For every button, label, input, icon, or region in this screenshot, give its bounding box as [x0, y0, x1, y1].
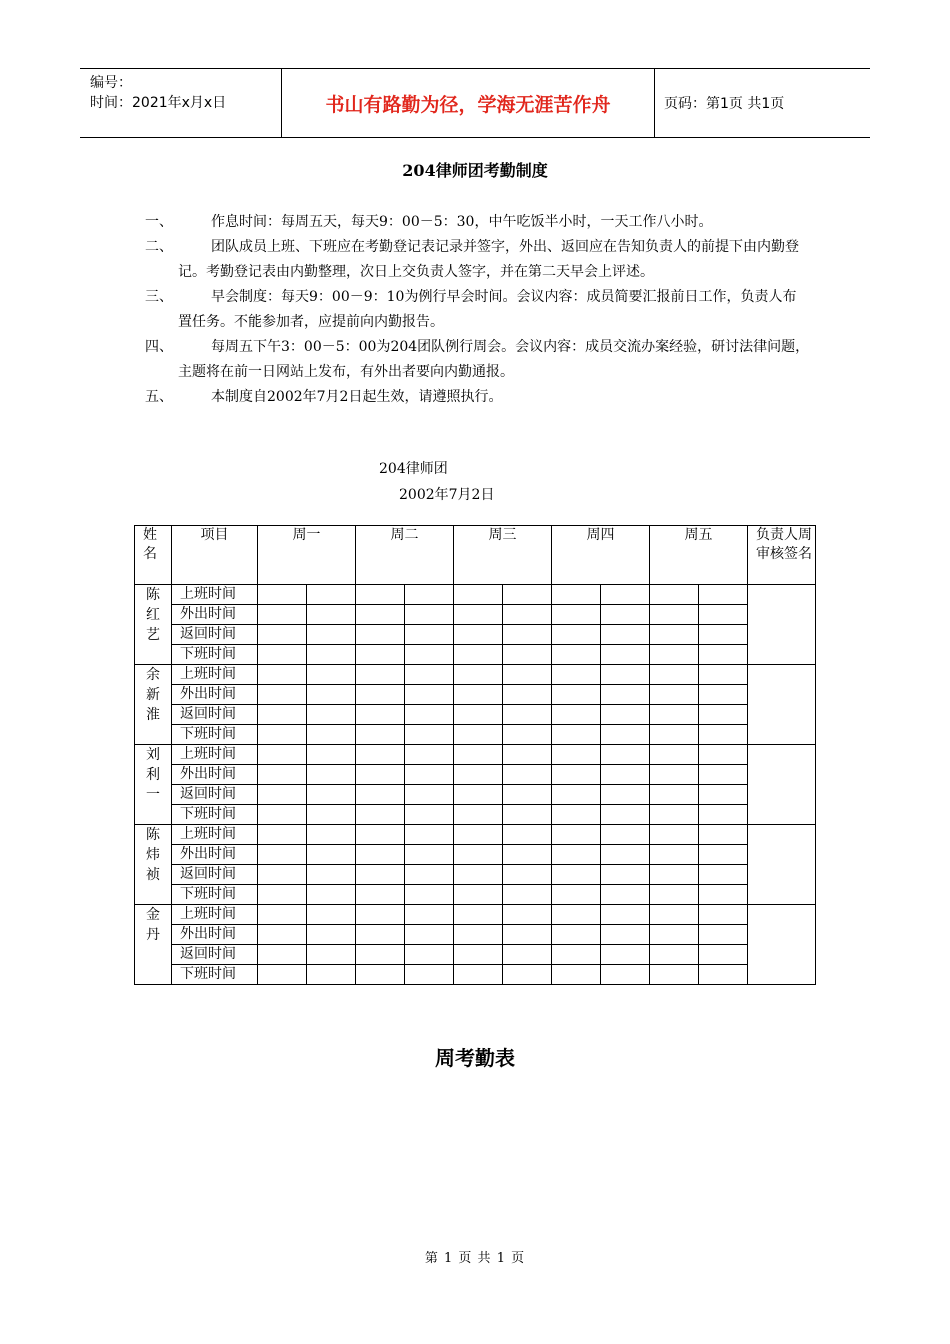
time-cell[interactable]: [601, 585, 650, 605]
time-cell[interactable]: [307, 845, 356, 865]
time-cell[interactable]: [503, 605, 552, 625]
time-cell[interactable]: [356, 605, 405, 625]
time-cell[interactable]: [503, 665, 552, 685]
rule-text: 早会制度：每天9：00－9：10为例行早会时间。会议内容：成员简要汇报前日工作，负责人布置任务。不能参加者，应提前向内勤报告。: [178, 289, 797, 330]
signoff-cell[interactable]: [748, 665, 816, 745]
member-name: 陈红艺: [135, 585, 172, 665]
time-cell[interactable]: [258, 925, 307, 945]
rule-item: [145, 335, 810, 385]
time-cell[interactable]: [356, 785, 405, 805]
time-cell[interactable]: [650, 845, 699, 865]
time-cell[interactable]: [258, 885, 307, 905]
time-cell[interactable]: [405, 645, 454, 665]
time-cell[interactable]: [454, 845, 503, 865]
item-label: 外出时间: [172, 605, 258, 625]
time-cell[interactable]: [503, 905, 552, 925]
header-day: 周四: [552, 526, 650, 585]
time-cell[interactable]: [503, 805, 552, 825]
time-cell[interactable]: [454, 945, 503, 965]
time-cell[interactable]: [356, 685, 405, 705]
time-cell[interactable]: [601, 605, 650, 625]
time-cell[interactable]: [601, 865, 650, 885]
time-cell[interactable]: [405, 845, 454, 865]
time-cell[interactable]: [307, 705, 356, 725]
item-label: 上班时间: [172, 665, 258, 685]
rule-number: 四、: [145, 339, 173, 355]
item-label: 下班时间: [172, 805, 258, 825]
time-cell[interactable]: [552, 885, 601, 905]
time-cell[interactable]: [258, 625, 307, 645]
header-day: 周一: [258, 526, 356, 585]
time-cell[interactable]: [503, 625, 552, 645]
time-cell[interactable]: [699, 705, 748, 725]
time-cell[interactable]: [699, 945, 748, 965]
table-row: [135, 765, 816, 785]
time-cell[interactable]: [405, 685, 454, 705]
time-cell[interactable]: [258, 605, 307, 625]
time-cell[interactable]: [699, 745, 748, 765]
table-row: [135, 945, 816, 965]
time-cell[interactable]: [503, 745, 552, 765]
time-cell[interactable]: [699, 685, 748, 705]
time-cell[interactable]: [454, 765, 503, 785]
time-cell[interactable]: [699, 845, 748, 865]
time-cell[interactable]: [454, 725, 503, 745]
time-cell[interactable]: [454, 925, 503, 945]
time-cell[interactable]: [356, 865, 405, 885]
time-cell[interactable]: [258, 765, 307, 785]
time-cell[interactable]: [552, 685, 601, 705]
item-label: 下班时间: [172, 965, 258, 985]
time-cell[interactable]: [307, 785, 356, 805]
time-cell[interactable]: [601, 765, 650, 785]
time-cell[interactable]: [405, 585, 454, 605]
time-cell[interactable]: [650, 605, 699, 625]
table-row: [135, 805, 816, 825]
rule-item: [145, 210, 810, 235]
table-row: [135, 665, 816, 685]
header-day: 周三: [454, 526, 552, 585]
header-name: 姓名: [135, 526, 172, 585]
time-cell[interactable]: [258, 745, 307, 765]
table-row: [135, 685, 816, 705]
time-cell[interactable]: [503, 865, 552, 885]
time-cell[interactable]: [258, 585, 307, 605]
time-cell[interactable]: [356, 905, 405, 925]
table-row: [135, 745, 816, 765]
table-row: [135, 705, 816, 725]
time-cell[interactable]: [601, 705, 650, 725]
time-cell[interactable]: [552, 925, 601, 945]
header-meta: [80, 69, 281, 137]
table-row: [135, 965, 816, 985]
time-cell[interactable]: [650, 925, 699, 945]
signature-date: 2002年7月2日: [399, 487, 495, 503]
time-cell[interactable]: [258, 685, 307, 705]
time-cell[interactable]: [601, 925, 650, 945]
member-name: 余新淮: [135, 665, 172, 745]
rules-list: [145, 210, 810, 410]
time-cell[interactable]: [699, 605, 748, 625]
time-cell[interactable]: [307, 905, 356, 925]
time-cell[interactable]: [454, 625, 503, 645]
time-cell[interactable]: [650, 865, 699, 885]
time-cell[interactable]: [307, 765, 356, 785]
table-row: [135, 625, 816, 645]
time-cell[interactable]: [258, 665, 307, 685]
rule-text: 本制度自2002年7月2日起生效，请遵照执行。: [211, 389, 503, 405]
time-cell[interactable]: [503, 645, 552, 665]
time-cell[interactable]: [356, 945, 405, 965]
time-cell[interactable]: [405, 665, 454, 685]
item-label: 外出时间: [172, 765, 258, 785]
time-cell[interactable]: [552, 785, 601, 805]
item-label: 外出时间: [172, 925, 258, 945]
time-cell[interactable]: [454, 665, 503, 685]
time-cell[interactable]: [356, 925, 405, 945]
time-cell[interactable]: [258, 705, 307, 725]
table-row: [135, 725, 816, 745]
item-label: 下班时间: [172, 645, 258, 665]
time-cell[interactable]: [258, 845, 307, 865]
time-cell[interactable]: [405, 765, 454, 785]
time-cell[interactable]: [454, 745, 503, 765]
time-cell[interactable]: [307, 945, 356, 965]
time-cell[interactable]: [258, 905, 307, 925]
time-cell[interactable]: [503, 945, 552, 965]
time-cell[interactable]: [601, 965, 650, 985]
table-row: [135, 905, 816, 925]
time-cell[interactable]: [503, 765, 552, 785]
time-cell[interactable]: [552, 645, 601, 665]
time-cell[interactable]: [650, 725, 699, 745]
time-cell[interactable]: [405, 905, 454, 925]
rule-number: 三、: [145, 289, 173, 305]
time-cell[interactable]: [699, 785, 748, 805]
time-cell[interactable]: [552, 845, 601, 865]
rule-item: [145, 235, 810, 285]
rule-number: 二、: [145, 239, 173, 255]
time-cell[interactable]: [356, 765, 405, 785]
table-row: [135, 825, 816, 845]
item-label: 上班时间: [172, 585, 258, 605]
table-row: [135, 865, 816, 885]
time-cell[interactable]: [405, 625, 454, 645]
time-cell[interactable]: [503, 965, 552, 985]
table-row: [135, 605, 816, 625]
time-cell[interactable]: [454, 805, 503, 825]
time-cell[interactable]: [454, 825, 503, 845]
time-cell[interactable]: [503, 685, 552, 705]
header-day: 周二: [356, 526, 454, 585]
time-cell[interactable]: [601, 725, 650, 745]
header-motto: 书山有路勤为径，学海无涯苦作舟: [281, 69, 655, 137]
time-cell[interactable]: [307, 965, 356, 985]
time-cell[interactable]: [405, 805, 454, 825]
time-cell[interactable]: [503, 825, 552, 845]
table-header-row: [135, 526, 816, 585]
time-cell[interactable]: [454, 685, 503, 705]
time-cell[interactable]: [650, 825, 699, 845]
time-cell[interactable]: [307, 645, 356, 665]
time-cell[interactable]: [650, 745, 699, 765]
time-cell[interactable]: [307, 625, 356, 645]
time-cell[interactable]: [405, 925, 454, 945]
time-cell[interactable]: [258, 645, 307, 665]
document-header: [80, 68, 870, 138]
time-cell[interactable]: [699, 625, 748, 645]
time-cell[interactable]: [503, 885, 552, 905]
time-cell[interactable]: [552, 625, 601, 645]
item-label: 外出时间: [172, 685, 258, 705]
table-row: [135, 585, 816, 605]
time-cell[interactable]: [356, 585, 405, 605]
item-label: 返回时间: [172, 625, 258, 645]
item-label: 外出时间: [172, 845, 258, 865]
time-cell[interactable]: [454, 885, 503, 905]
time-cell[interactable]: [307, 585, 356, 605]
time-cell[interactable]: [601, 945, 650, 965]
item-label: 上班时间: [172, 905, 258, 925]
time-cell[interactable]: [650, 585, 699, 605]
item-label: 返回时间: [172, 705, 258, 725]
time-cell[interactable]: [503, 925, 552, 945]
time-cell[interactable]: [258, 965, 307, 985]
time-cell[interactable]: [650, 625, 699, 645]
time-cell[interactable]: [552, 605, 601, 625]
time-cell[interactable]: [405, 965, 454, 985]
time-cell[interactable]: [552, 725, 601, 745]
time-cell[interactable]: [650, 665, 699, 685]
time-cell[interactable]: [356, 825, 405, 845]
time-cell[interactable]: [356, 965, 405, 985]
table-row: [135, 645, 816, 665]
time-cell[interactable]: [699, 765, 748, 785]
time-cell[interactable]: [601, 645, 650, 665]
item-label: 返回时间: [172, 945, 258, 965]
item-label: 上班时间: [172, 745, 258, 765]
time-cell[interactable]: [405, 785, 454, 805]
time-cell[interactable]: [699, 645, 748, 665]
time-cell[interactable]: [454, 585, 503, 605]
time-cell[interactable]: [601, 785, 650, 805]
time-cell[interactable]: [405, 865, 454, 885]
rule-item: [145, 285, 810, 335]
time-cell[interactable]: [503, 725, 552, 745]
time-cell[interactable]: [552, 825, 601, 845]
time-cell[interactable]: [601, 825, 650, 845]
time-cell[interactable]: [307, 745, 356, 765]
time-cell[interactable]: [258, 825, 307, 845]
time-cell[interactable]: [650, 805, 699, 825]
time-cell[interactable]: [503, 705, 552, 725]
time-cell[interactable]: [650, 705, 699, 725]
table-row: [135, 785, 816, 805]
time-cell[interactable]: [601, 745, 650, 765]
table-row: [135, 845, 816, 865]
time-cell[interactable]: [552, 765, 601, 785]
time-cell[interactable]: [405, 945, 454, 965]
date-label: 时间：2021年x月x日: [90, 95, 227, 111]
signoff-cell[interactable]: [748, 585, 816, 665]
rule-text: 作息时间：每周五天，每天9：00－5：30，中午吃饭半小时，一天工作八小时。: [211, 214, 713, 230]
time-cell[interactable]: [454, 905, 503, 925]
time-cell[interactable]: [552, 745, 601, 765]
header-signoff: 负责人周审核签名: [748, 526, 816, 585]
time-cell[interactable]: [356, 745, 405, 765]
time-cell[interactable]: [552, 865, 601, 885]
member-name: 陈炜祯: [135, 825, 172, 905]
time-cell[interactable]: [699, 585, 748, 605]
item-label: 上班时间: [172, 825, 258, 845]
time-cell[interactable]: [552, 965, 601, 985]
time-cell[interactable]: [258, 945, 307, 965]
table-row: [135, 885, 816, 905]
member-name: 刘利一: [135, 745, 172, 825]
time-cell[interactable]: [405, 725, 454, 745]
time-cell[interactable]: [405, 885, 454, 905]
time-cell[interactable]: [650, 905, 699, 925]
time-cell[interactable]: [454, 785, 503, 805]
time-cell[interactable]: [699, 905, 748, 925]
time-cell[interactable]: [699, 805, 748, 825]
item-label: 下班时间: [172, 725, 258, 745]
time-cell[interactable]: [601, 625, 650, 645]
time-cell[interactable]: [307, 605, 356, 625]
header-day: 周五: [650, 526, 748, 585]
time-cell[interactable]: [650, 765, 699, 785]
table-caption: 周考勤表: [435, 1046, 515, 1070]
rule-number: 五、: [145, 389, 173, 405]
rule-number: 一、: [145, 214, 173, 230]
time-cell[interactable]: [601, 805, 650, 825]
time-cell[interactable]: [258, 725, 307, 745]
time-cell[interactable]: [307, 885, 356, 905]
time-cell[interactable]: [699, 665, 748, 685]
time-cell[interactable]: [356, 885, 405, 905]
time-cell[interactable]: [356, 665, 405, 685]
time-cell[interactable]: [405, 705, 454, 725]
time-cell[interactable]: [699, 725, 748, 745]
time-cell[interactable]: [454, 705, 503, 725]
time-cell[interactable]: [356, 705, 405, 725]
time-cell[interactable]: [503, 845, 552, 865]
time-cell[interactable]: [356, 805, 405, 825]
signature-org: 204律师团: [379, 461, 448, 477]
time-cell[interactable]: [699, 925, 748, 945]
time-cell[interactable]: [552, 805, 601, 825]
time-cell[interactable]: [650, 685, 699, 705]
header-page-info: 页码：第1页 共1页: [664, 96, 785, 112]
time-cell[interactable]: [552, 905, 601, 925]
time-cell[interactable]: [258, 785, 307, 805]
time-cell[interactable]: [307, 685, 356, 705]
time-cell[interactable]: [454, 605, 503, 625]
time-cell[interactable]: [601, 885, 650, 905]
time-cell[interactable]: [356, 725, 405, 745]
time-cell[interactable]: [405, 825, 454, 845]
time-cell[interactable]: [307, 825, 356, 845]
member-name: 金丹: [135, 905, 172, 985]
time-cell[interactable]: [258, 805, 307, 825]
time-cell[interactable]: [356, 625, 405, 645]
time-cell[interactable]: [454, 865, 503, 885]
time-cell[interactable]: [699, 965, 748, 985]
time-cell[interactable]: [503, 785, 552, 805]
time-cell[interactable]: [405, 605, 454, 625]
time-cell[interactable]: [552, 945, 601, 965]
time-cell[interactable]: [552, 585, 601, 605]
time-cell[interactable]: [699, 825, 748, 845]
signoff-cell[interactable]: [748, 825, 816, 905]
time-cell[interactable]: [503, 585, 552, 605]
time-cell[interactable]: [699, 885, 748, 905]
time-cell[interactable]: [601, 685, 650, 705]
time-cell[interactable]: [454, 645, 503, 665]
page-footer: 第 1 页 共 1 页: [424, 1251, 526, 1266]
time-cell[interactable]: [307, 865, 356, 885]
time-cell[interactable]: [356, 645, 405, 665]
time-cell[interactable]: [307, 925, 356, 945]
time-cell[interactable]: [650, 885, 699, 905]
rule-text: 团队成员上班、下班应在考勤登记表记录并签字，外出、返回应在告知负责人的前提下由内勤登记。考勤登记表由内勤整理，次日上交负责人签字，并在第二天早会上评述。: [178, 239, 799, 280]
time-cell[interactable]: [601, 905, 650, 925]
time-cell[interactable]: [307, 665, 356, 685]
time-cell[interactable]: [650, 965, 699, 985]
table-row: [135, 925, 816, 945]
signoff-cell[interactable]: [748, 745, 816, 825]
signoff-cell[interactable]: [748, 905, 816, 985]
rule-text: 每周五下午3：00－5：00为204团队例行周会。会议内容：成员交流办案经验，研讨法律问题，主题将在前一日网站上发布，有外出者要向内勤通报。: [178, 339, 810, 380]
item-label: 下班时间: [172, 885, 258, 905]
attendance-table: [134, 525, 816, 985]
document-title: 204律师团考勤制度: [402, 161, 548, 180]
time-cell[interactable]: [650, 945, 699, 965]
time-cell[interactable]: [454, 965, 503, 985]
time-cell[interactable]: [258, 865, 307, 885]
time-cell[interactable]: [307, 805, 356, 825]
time-cell[interactable]: [601, 845, 650, 865]
time-cell[interactable]: [601, 665, 650, 685]
item-label: 返回时间: [172, 865, 258, 885]
time-cell[interactable]: [405, 745, 454, 765]
time-cell[interactable]: [650, 785, 699, 805]
header-item: 项目: [172, 526, 258, 585]
rule-item: [145, 385, 810, 410]
time-cell[interactable]: [356, 845, 405, 865]
time-cell[interactable]: [650, 645, 699, 665]
time-cell[interactable]: [307, 725, 356, 745]
time-cell[interactable]: [699, 865, 748, 885]
item-label: 返回时间: [172, 785, 258, 805]
time-cell[interactable]: [552, 705, 601, 725]
time-cell[interactable]: [552, 665, 601, 685]
number-label: 编号：: [90, 75, 132, 91]
